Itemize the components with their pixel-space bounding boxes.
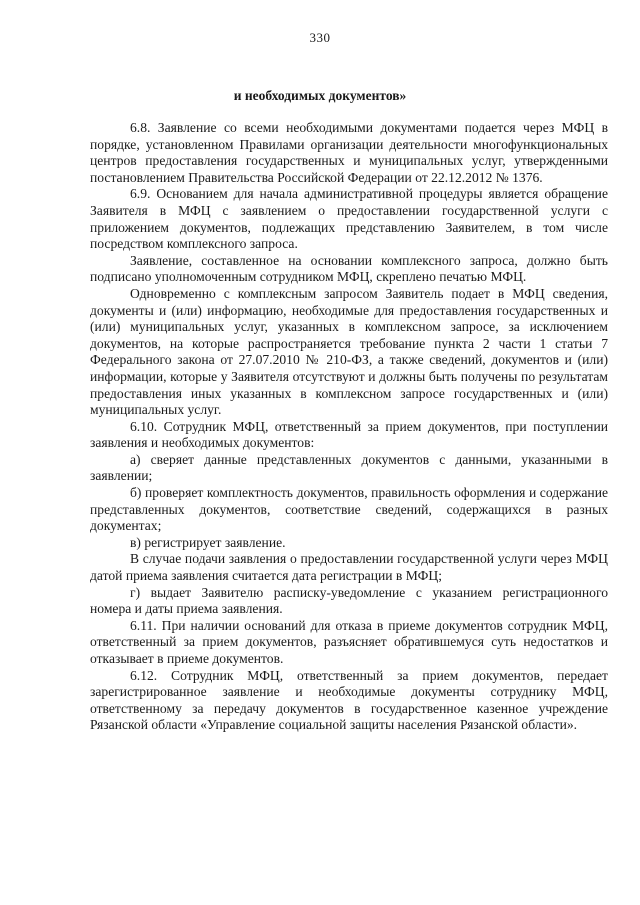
page-number: 330 — [309, 30, 331, 45]
paragraph-6-8: 6.8. Заявление со всеми необходимыми документами подается через МФЦ в порядке, установленном Правилами организации деятельности многофункциональных центров предоставления государственных и муниципальных услуг, утвержденными постановлением Правительства Российской Федерации от 22.12.2012 № 1376. — [90, 120, 608, 185]
paragraph-complex-request-documents: Одновременно с комплексным запросом Заявитель подает в МФЦ сведения, документы и (или) информацию, необходимые для предоставления государственных и (или) муниципальных услуг, указанных в комплексном запросе, за исключением документов, на которые распространяется требование пункта 2 части 1 статьи 7 Федерального закона от 27.07.2010 № 210-ФЗ, а также сведений, документов и (или) информации, которые у Заявителя отсутствуют и должны быть получены по результатам предоставления иных указанных в комплексном запросе государственных и (или) муниципальных услуг. — [90, 285, 608, 418]
paragraph-6-10: 6.10. Сотрудник МФЦ, ответственный за прием документов, при поступлении заявления и необходимых документов: — [90, 418, 608, 451]
paragraph-6-12: 6.12. Сотрудник МФЦ, ответственный за прием документов, передает зарегистрированное заявление и необходимые документы сотруднику МФЦ, ответственному за передачу документов в государственное казенное учреждение Рязанской области «Управление социальной защиты населения Рязанской области». — [90, 667, 608, 733]
paragraph-6-11: 6.11. При наличии оснований для отказа в приеме документов сотрудник МФЦ, ответственный за прием документов, разъясняет обратившемуся суть недостатков и отказывает в приеме документов. — [90, 617, 608, 666]
list-item-g: г) выдает Заявителю расписку-уведомление с указанием регистрационного номера и даты приема заявления. — [90, 584, 608, 617]
body-text — [90, 120, 608, 734]
list-item-v: в) регистрирует заявление. — [130, 534, 286, 550]
paragraph-registration-date: В случае подачи заявления о предоставлении государственной услуги через МФЦ датой приема заявления считается дата регистрации в МФЦ; — [90, 551, 608, 584]
list-item-b: б) проверяет комплектность документов, правильность оформления и содержание представленных документов, соответствие сведений, содержащихся в разных документах; — [90, 485, 608, 534]
section-heading: и необходимых документов» — [233, 88, 407, 103]
paragraph-6-9: 6.9. Основанием для начала административной процедуры является обращение Заявителя в МФЦ с заявлением о предоставлении государственной услуги с приложением документов, подлежащих представлению Заявителем, в том числе посредством комплексного запроса. — [90, 186, 608, 252]
paragraph-complex-request-signature: Заявление, составленное на основании комплексного запроса, должно быть подписано уполномоченным сотрудником МФЦ, скреплено печатью МФЦ. — [90, 252, 608, 285]
list-item-a: а) сверяет данные представленных документов с данными, указанными в заявлении; — [90, 451, 608, 484]
